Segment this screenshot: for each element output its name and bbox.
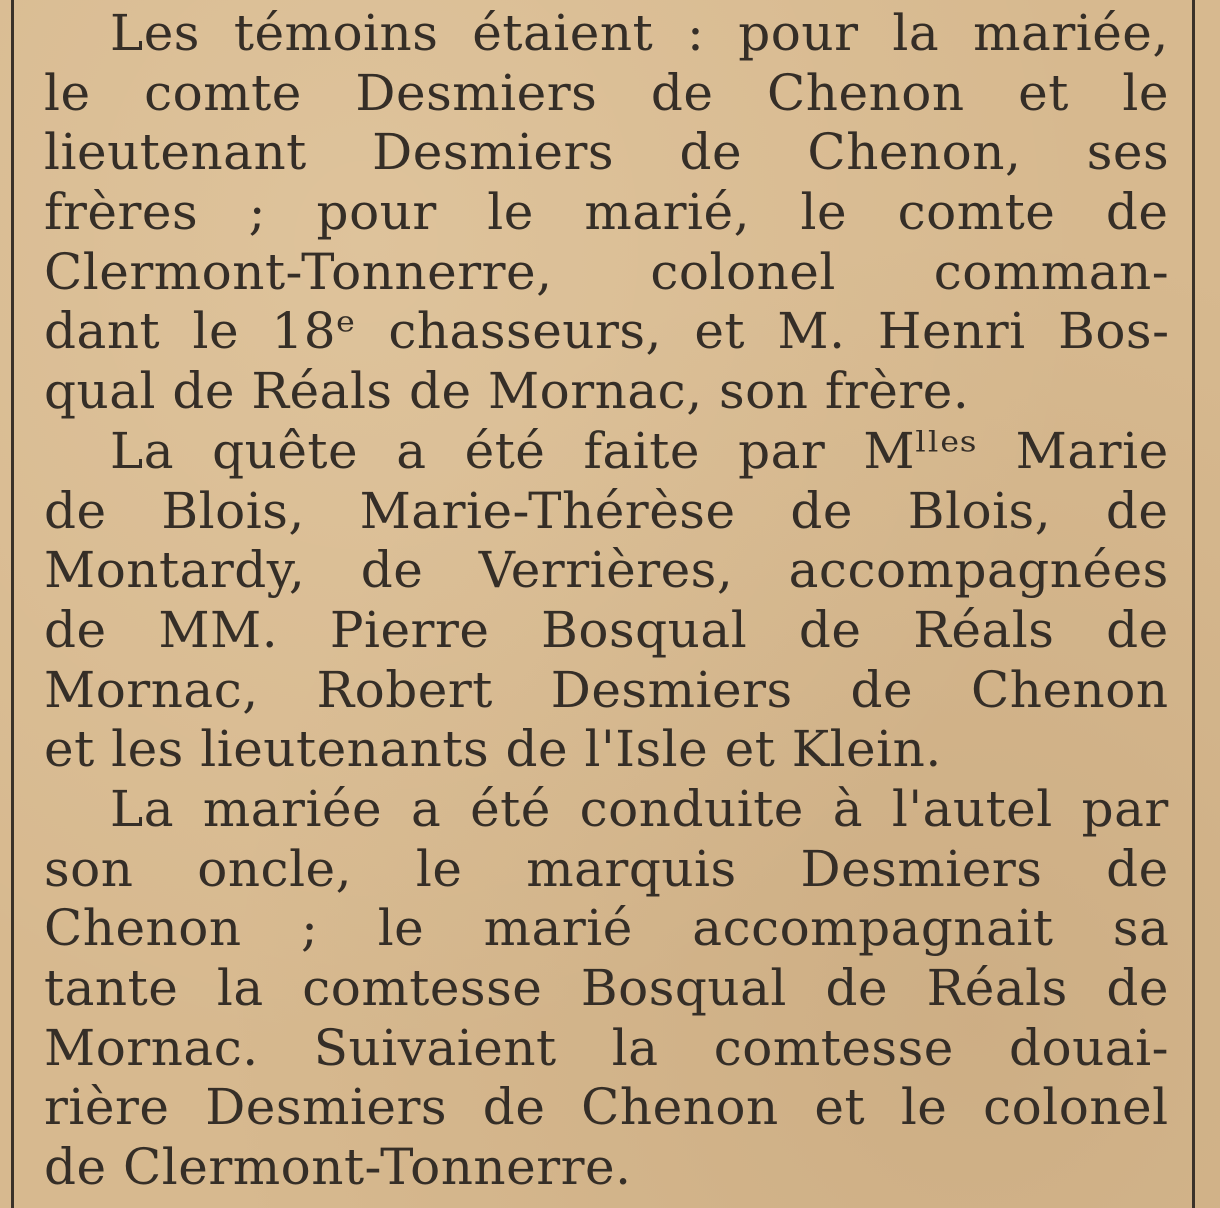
text-line: son oncle, le marquis Desmiers de [44, 839, 1169, 898]
text-line: dant le 18ᵉ chasseurs, et M. Henri Bos- [44, 302, 1170, 361]
text-line: Clermont-Tonnerre, colonel comman- [44, 242, 1170, 301]
text-line: La quête a été faite par Mˡˡᵉˢ Marie [110, 421, 1169, 480]
column-rule-left [11, 0, 14, 1208]
text-line: le comte Desmiers de Chenon et le [44, 63, 1169, 122]
column-rule-right [1192, 0, 1195, 1208]
text-line: Mornac, Robert Desmiers de Chenon [44, 660, 1169, 719]
text-line: de MM. Pierre Bosqual de Réals de [44, 600, 1169, 659]
text-line: rière Desmiers de Chenon et le colonel [44, 1078, 1169, 1137]
text-line: de Blois, Marie-Thérèse de Blois, de [44, 481, 1169, 540]
article-column [44, 4, 1169, 1198]
text-line: Montardy, de Verrières, accompagnées [44, 541, 1169, 600]
text-line: de Clermont-Tonnerre. [44, 1138, 632, 1197]
text-line: et les lieutenants de l'Isle et Klein. [44, 720, 942, 779]
text-line: tante la comtesse Bosqual de Réals de [44, 959, 1169, 1017]
text-line: Mornac. Suivaient la comtesse douai- [44, 1018, 1169, 1077]
text-line: lieutenant Desmiers de Chenon, ses [44, 123, 1170, 182]
text-line: qual de Réals de Mornac, son frère. [44, 362, 970, 421]
text-line: La mariée a été conduite à l'autel par [110, 779, 1169, 838]
text-line: Les témoins étaient : pour la mariée, [110, 4, 1169, 62]
text-line: Chenon ; le marié accompagnait sa [44, 899, 1170, 958]
text-line: frères ; pour le marié, le comte de [44, 183, 1169, 242]
